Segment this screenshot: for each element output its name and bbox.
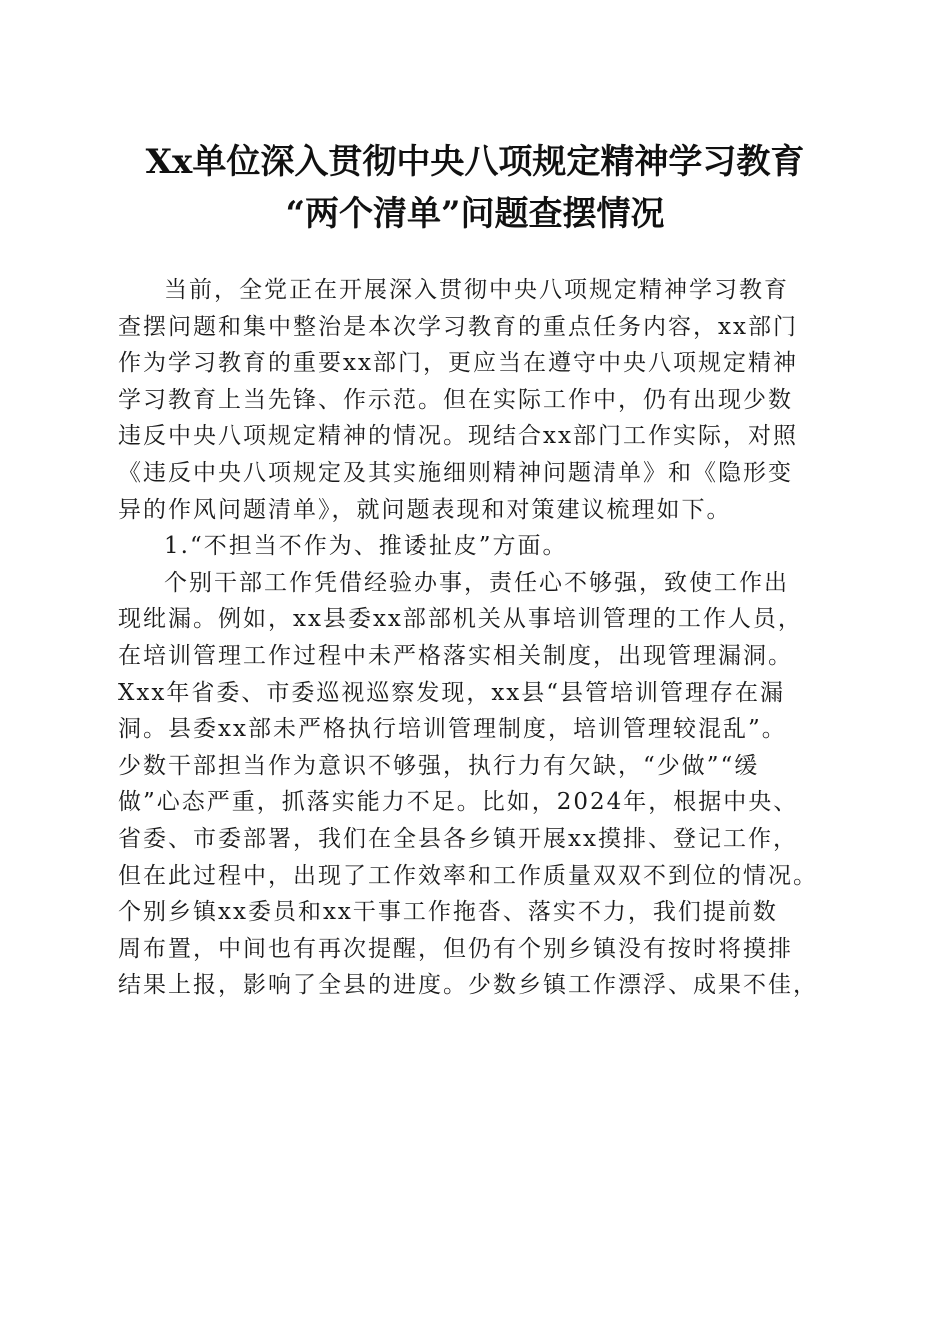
paragraph-line: 当前，全党正在开展深入贯彻中央八项规定精神学习教育 (164, 277, 789, 303)
paragraph-line: 学习教育上当先锋、作示范。但在实际工作中，仍有出现少数 (118, 386, 793, 413)
paragraph-line: 省委、市委部署，我们在全县各乡镇开展xx摸排、登记工作， (118, 825, 798, 852)
paragraph-line: Xxx年省委、市委巡视巡察发现，xx县“县管培训管理存在漏 (118, 679, 786, 706)
paragraph-line: 个别干部工作凭借经验办事，责任心不够强，致使工作出 (164, 569, 789, 596)
paragraph-line: 查摆问题和集中整治是本次学习教育的重点任务内容，xx部门 (118, 313, 798, 340)
title-line-1: Xx单位深入贯彻中央八项规定精神学习教育 (145, 142, 805, 182)
paragraph-line: 作为学习教育的重要xx部门，更应当在遵守中央八项规定精神 (118, 350, 798, 377)
section-heading: 1.“不担当不作为、推诿扯皮”方面。 (164, 533, 568, 560)
title-line-2: “两个清单”问题查摆情况 (285, 194, 665, 234)
paragraph-line: 周布置，中间也有再次提醒，但仍有个别乡镇没有按时将摸排 (118, 935, 793, 962)
document-title (80, 136, 870, 240)
paragraph-line: 洞。县委xx部未严格执行培训管理制度，培训管理较混乱”。 (118, 716, 787, 743)
paragraph-line: 异的作风问题清单》，就问题表现和对策建议梳理如下。 (118, 496, 732, 523)
paragraph-line: 《违反中央八项规定及其实施细则精神问题清单》和《隐形变 (118, 459, 793, 486)
paragraph-line: 违反中央八项规定精神的情况。现结合xx部门工作实际，对照 (118, 423, 798, 450)
paragraph-line: 但在此过程中，出现了工作效率和工作质量双双不到位的情况。 (118, 862, 818, 889)
paragraph-line: 现纰漏。例如，xx县委xx部部机关从事培训管理的工作人员， (118, 606, 803, 633)
paragraph-line: 少数干部担当作为意识不够强，执行力有欠缺，“少做”“缓 (118, 752, 760, 779)
paragraph-line: 个别乡镇xx委员和xx干事工作拖沓、落实不力，我们提前数 (118, 899, 778, 926)
paragraph-line: 在培训管理工作过程中未严格落实相关制度，出现管理漏洞。 (118, 642, 793, 669)
paragraph-line: 做”心态严重，抓落实能力不足。比如，2024年，根据中央、 (118, 789, 799, 816)
paragraph-line: 结果上报，影响了全县的进度。少数乡镇工作漂浮、成果不佳， (118, 972, 818, 999)
document-body (118, 272, 834, 1004)
